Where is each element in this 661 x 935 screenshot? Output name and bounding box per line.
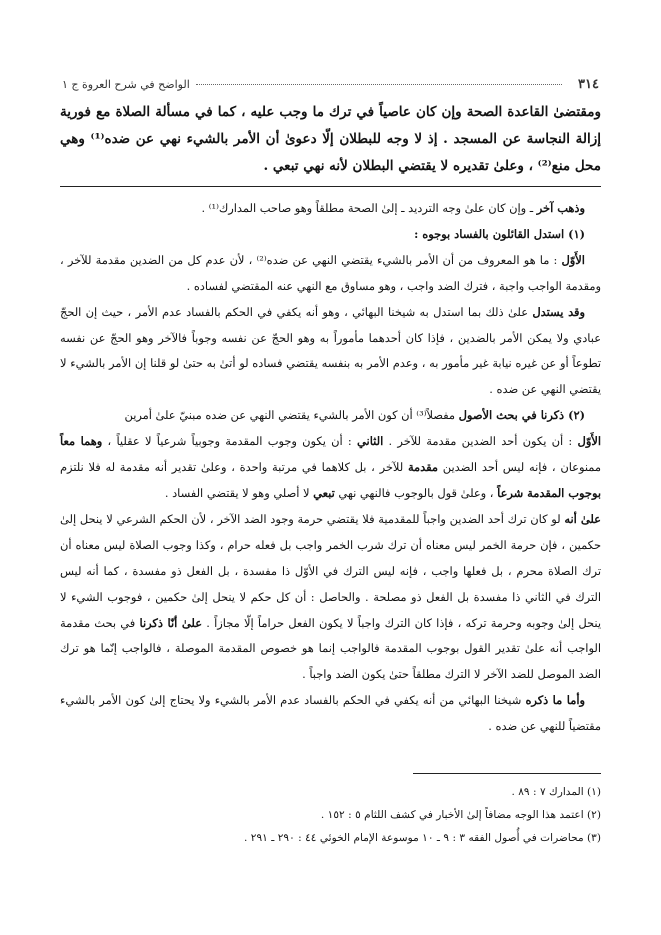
bold-term: علىٰ أنّا ذكرنا xyxy=(139,615,202,630)
commentary-paragraph xyxy=(60,248,601,300)
footnote: (٢) اعتمد هذا الوجه مضافاً إلىٰ الأخبار في كشف اللثام ٥ : ١٥٢ . xyxy=(320,809,601,821)
bold-lead: وقد يستدل xyxy=(532,304,585,319)
commentary-paragraph xyxy=(60,688,601,740)
main-text xyxy=(60,99,601,180)
bold-term: بوجوب المقدمة شرعاً xyxy=(497,485,601,500)
bold-lead: وذهب آخر xyxy=(536,201,585,215)
header-dot-leader xyxy=(196,84,562,85)
paragraph-text: للآخر ، بل كلاهما في مرتبة واحدة ، وعلىٰ تقدير أنه مقدمة له فلا نلتزم xyxy=(60,460,408,475)
bold-lead: علىٰ أنه xyxy=(564,511,601,526)
paragraph-text: ، وعلىٰ قول بالوجوب فالنهي نهي xyxy=(334,485,498,500)
paragraph-text: لو كان ترك أحد الضدين واجباً للمقدمية فلا يقتضي حرمة وجود الضد الآخر ، لأن الحكم الشرعي لا ينحل إلىٰ حكمين ، فإن حرمة الخمر ليس معناه أن ترك شرب الخمر واجب بل فعله حرام ، وكذا وجوب الصلاة ليس معناه أن ترك الصلاة محرم ، بل فعلها واجب ، فإنه ليس الترك في الأوّل ذا مفسدة ، بل الفعل ذو مفسدة ، كما أنه ليس الترك في الثاني ذا مفسدة بل الفعل ذو مصلحة . والحاصل : أن كل حكم لا ينحل إلىٰ حكمين ، فوجوب الشيء لا ينحل إلىٰ وجوبه وحرمة تركه ، فإذا كان الترك واجباً لا يكون الفعل حراماً إلّا مجازاً . xyxy=(60,511,601,630)
commentary xyxy=(60,196,601,740)
commentary-paragraph xyxy=(60,403,601,429)
book-title: الواضح في شرح العروة ج ١ xyxy=(62,77,190,91)
paragraph-text: ـ وإن كان علىٰ وجه الترديد ـ إلىٰ الصحة مطلقاً وهو صاحب المدارك⁽¹⁾ . xyxy=(201,201,537,215)
bold-term: وهما معاً xyxy=(60,434,103,449)
footnotes xyxy=(60,781,601,850)
bold-lead: الأَوّل xyxy=(577,434,601,449)
footnote: (١) المدارك ٧ : ٨٩ . xyxy=(511,786,601,798)
bold-lead: الأَوّل xyxy=(561,252,585,267)
paragraph-text: : أن يكون وجوب المقدمة وجوبياً شرعياً لا عقلياً ، xyxy=(102,434,358,449)
commentary-paragraph xyxy=(60,429,601,507)
paragraph-text: علىٰ ذلك بما استدل به شيخنا البهائي ، وهو أنه يكفي في الحكم بالفساد عدم الأمر ، حيث إن الحجّ عبادي ولا يمكن الأمر بالضدين ، فإذا كان أحدهما مأموراً به وهو الحجّ عن نفسه وجوباً فالآخر وهو الحجّ عن نفسه تطوعاً أو عن غيره نيابة غير مأمور به ، وعدم الأمر به بنفسه يقتضي فساده لو أتىٰ به حتىٰ لو قلنا إن الأمر بالشيء لا يقتضي النهي عن ضده . xyxy=(60,304,601,397)
text-separator-line xyxy=(60,186,601,187)
paragraph-text: : ما هو المعروف من أن الأمر بالشيء يقتضي النهي عن ضده⁽²⁾ ، لأن عدم كل من الضدين مقدمة للآخر ، ومقدمة الواجب واجبة ، فترك الضد واجب ، وهو مساوق مع النهي عنه المقتضي لفساده . xyxy=(60,252,601,293)
running-header xyxy=(62,75,599,93)
paragraph-text: ممنوعان ، فإنه ليس أحد الضدين xyxy=(438,460,601,475)
bold-lead: (٢) ذكرنا في بحث الأصول xyxy=(458,408,585,423)
commentary-paragraph xyxy=(60,196,601,222)
paragraph-text: : أن يكون أحد الضدين مقدمة للآخر . xyxy=(383,434,578,449)
paragraph-text: في بحث مقدمة الواجب أنه علىٰ تقدير القول بوجوب المقدمة فالواجب إنما هو خصوص المقدمة الموصلة ، فالواجب إنّما هو ترك الضد الموصل للضد الآخر لا الترك مطلقاً حتىٰ يكون الضد واجباً . xyxy=(60,615,601,682)
footnote-rule xyxy=(413,773,601,774)
footnote: (٣) محاضرات في أُصول الفقه ٣ : ٩ ـ ١٠ موسوعة الإمام الخوئي ٤٤ : ٢٩٠ ـ ٢٩١ . xyxy=(244,832,601,844)
page-number: ٣١٤ xyxy=(578,76,599,92)
bold-term: مقدمة xyxy=(407,460,439,475)
bold-term: تبعي xyxy=(313,485,335,500)
commentary-paragraph xyxy=(60,222,601,248)
paragraph-text: شيخنا البهائي من أنه يكفي في الحكم بالفساد عدم الأمر بالشيء ولا يحتاج إلىٰ كون الأمر بالشيء مقتضياً للنهي عن ضده . xyxy=(60,693,601,734)
bold-lead: وأما ما ذكره xyxy=(525,693,585,708)
bold-lead: (١) استدل القائلون بالفساد بوجوه : xyxy=(414,226,585,241)
main-paragraph: ومقتضىٰ القاعدة الصحة وإن كان عاصياً في ترك ما وجب عليه ، كما في مسألة الصلاة مع فورية إزالة النجاسة عن المسجد . إذ لا وجه للبطلان إلّا دعوىٰ أن الأمر بالشيء نهي عن ضده⁽¹⁾ وهي محل منع⁽²⁾ ، وعلىٰ تقديره لا يقتضي البطلان لأنه نهي تبعي . xyxy=(60,104,601,174)
commentary-paragraph xyxy=(60,300,601,404)
paragraph-text: مفصلاً⁽³⁾ أن كون الأمر بالشيء يقتضي النهي عن ضده مبنيّ علىٰ أمرين xyxy=(124,408,459,423)
paragraph-text: لا أصلي وهو لا يقتضي الفساد . xyxy=(164,485,314,500)
bold-term: الثاني xyxy=(357,434,384,449)
commentary-paragraph xyxy=(60,507,601,688)
